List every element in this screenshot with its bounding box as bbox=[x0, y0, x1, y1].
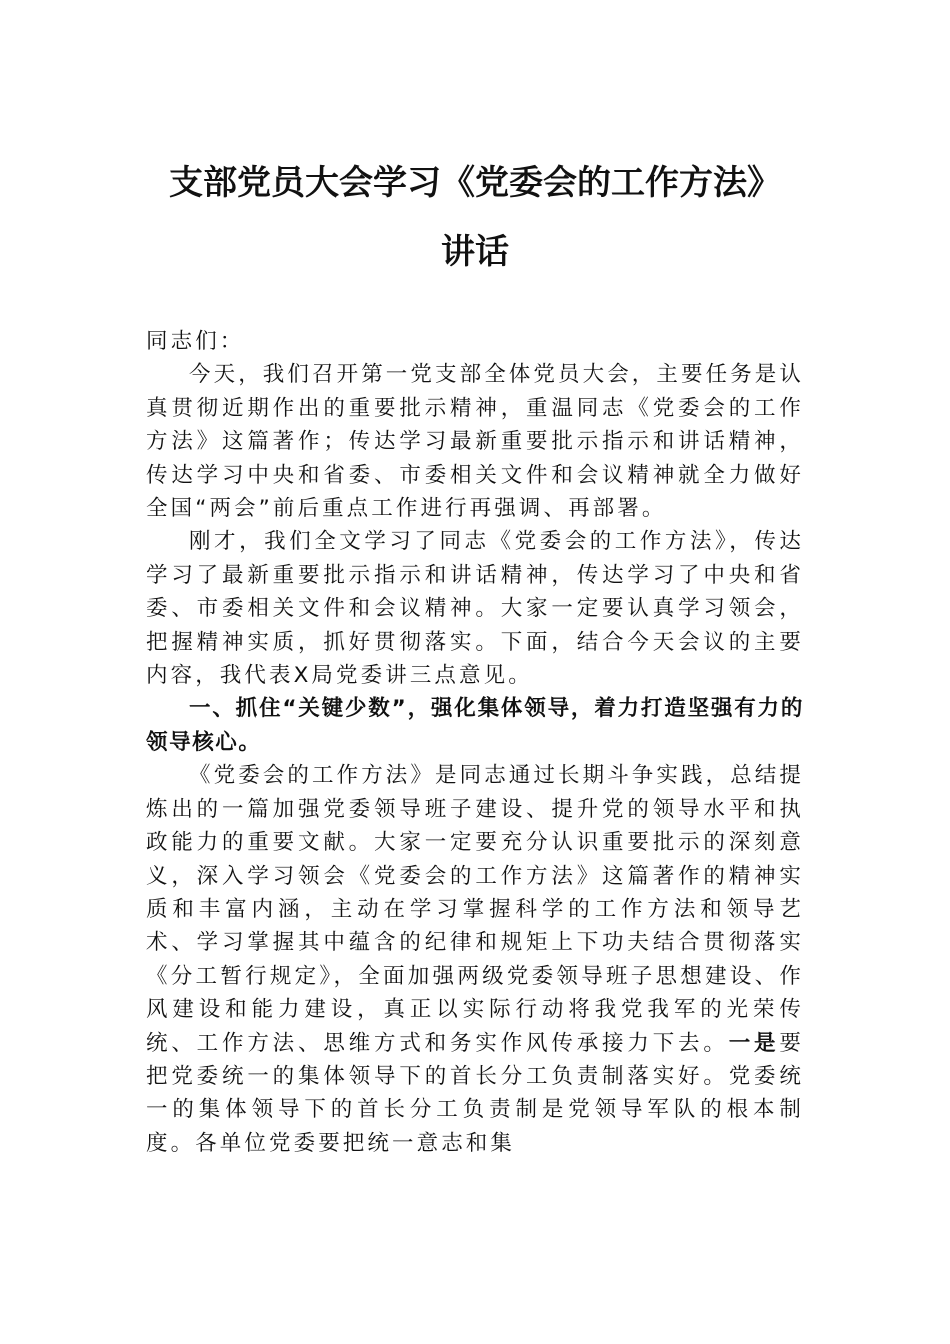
section-heading-1: 一、抓住“关键少数”，强化集体领导，着力打造坚强有力的领导核心。 bbox=[146, 696, 804, 755]
salutation: 同志们： bbox=[146, 329, 245, 354]
document-title-line2: 讲话 bbox=[441, 232, 509, 272]
paragraph-3-text-b: 要把党委统一的集体领导下的首长分工负责制落实好。党委统一的集体领导下的首长分工负责制是党领导军队的根本制度。各单位党委要把统一意志和集 bbox=[146, 1030, 804, 1156]
document-body bbox=[146, 325, 804, 1160]
paragraph-1: 今天，我们召开第一党支部全体党员大会，主要任务是认真贯彻近期作出的重要批示精神，重温同志《党委会的工作方法》这篇著作；传达学习最新重要批示指示和讲话精神，传达学习中央和省委、市委相关文件和会议精神就全力做好全国“两会”前后重点工作进行再强调、再部署。 bbox=[146, 362, 805, 522]
paragraph-3 bbox=[146, 759, 804, 1160]
document-title-line1: 支部党员大会学习《党委会的工作方法》 bbox=[169, 163, 781, 203]
paragraph-3-text-a: 《党委会的工作方法》是同志通过长期斗争实践，总结提炼出的一篇加强党委领导班子建设、提升党的领导水平和执政能力的重要文献。大家一定要充分认识重要批示的深刻意义，深入学习领会《党委会的工作方法》这篇著作的精神实质和丰富内涵，主动在学习掌握科学的工作方法和领导艺术、学习掌握其中蕴含的纪律和规矩上下功夫结合贯彻落实《分工暂行规定》，全面加强两级党委领导班子思想建设、作风建设和能力建设，真正以实际行动将我党我军的光荣传统、工作方法、思维方式和务实作风传承接力下去。 bbox=[146, 763, 805, 1056]
paragraph-3-bold-marker: 一是 bbox=[728, 1030, 780, 1056]
paragraph-2: 刚才，我们全文学习了同志《党委会的工作方法》，传达学习了最新重要批示指示和讲话精神，传达学习了中央和省委、市委相关文件和会议精神。大家一定要认真学习领会，把握精神实质，抓好贯彻落实。下面，结合今天会议的主要内容，我代表X局党委讲三点意见。 bbox=[146, 529, 804, 689]
